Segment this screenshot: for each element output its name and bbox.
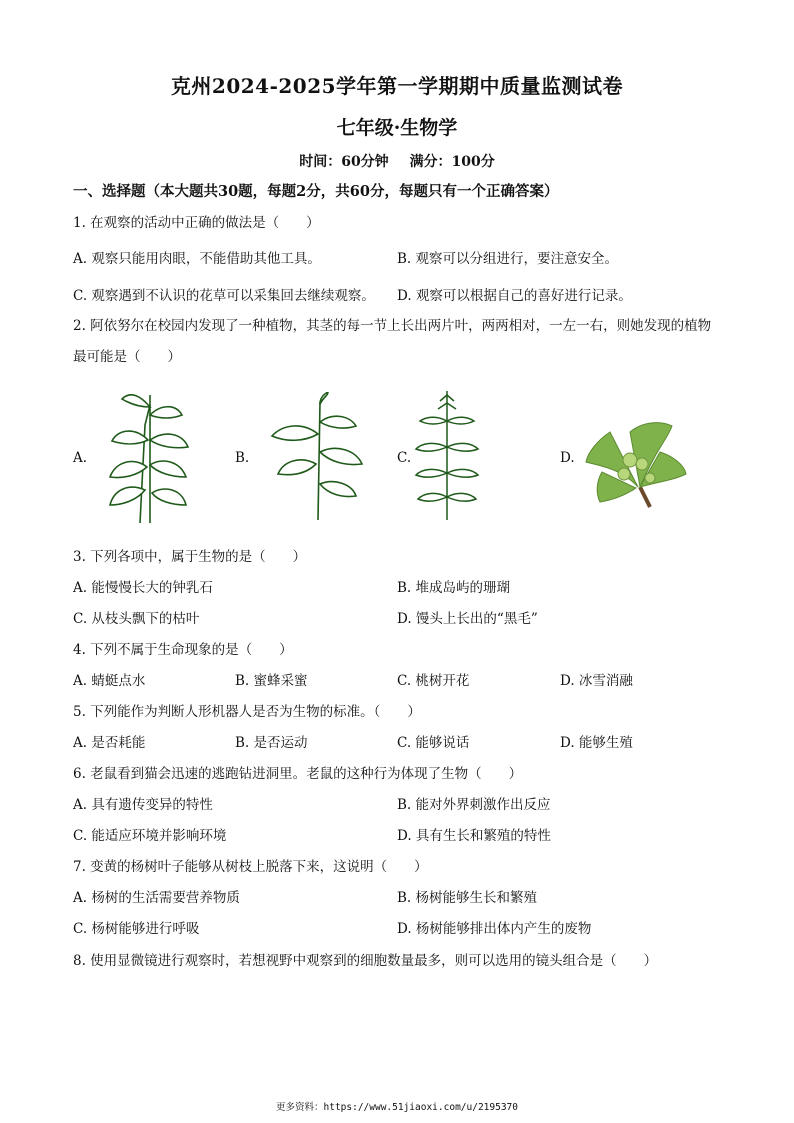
- question-4-stem: 4. 下列不属于生命现象的是（ ）: [73, 642, 293, 658]
- time-limit: 时间：60分钟: [299, 154, 389, 170]
- question-2-option-c[interactable]: C.: [397, 450, 412, 466]
- question-7-option-c[interactable]: C. 杨树能够进行呼吸: [73, 921, 200, 937]
- exam-meta: [0, 151, 794, 171]
- question-1-stem: 1. 在观察的活动中正确的做法是（ ）: [73, 215, 320, 231]
- question-6-option-a[interactable]: A. 具有遗传变异的特性: [73, 797, 213, 813]
- question-4-option-c[interactable]: C. 桃树开花: [397, 673, 470, 689]
- question-6-stem: 6. 老鼠看到猫会迅速的逃跑钻进洞里。老鼠的这种行为体现了生物（ ）: [73, 766, 523, 782]
- question-5-option-d[interactable]: D. 能够生殖: [560, 735, 633, 751]
- question-2-stem: 2. 阿依努尔在校园内发现了一种植物，其茎的每一节上长出两片叶，两两相对，一左一右，则她发现的植物最可能是（ ）: [73, 318, 712, 365]
- plant-whorled-leaves-image: [412, 387, 482, 522]
- ginkgo-branch-image: [580, 402, 690, 512]
- exam-subtitle: 七年级·生物学: [336, 117, 458, 139]
- question-6-option-b[interactable]: B. 能对外界刺激作出反应: [397, 797, 551, 813]
- question-3-option-a[interactable]: A. 能慢慢长大的钟乳石: [73, 580, 213, 596]
- question-4-option-b[interactable]: B. 蜜蜂采蜜: [235, 673, 308, 689]
- question-5-option-a[interactable]: A. 是否耗能: [73, 735, 146, 751]
- question-6-option-d[interactable]: D. 具有生长和繁殖的特性: [397, 828, 551, 844]
- question-3-stem: 3. 下列各项中，属于生物的是（ ）: [73, 549, 307, 565]
- question-5-option-b[interactable]: B. 是否运动: [235, 735, 308, 751]
- question-4-option-d[interactable]: D. 冰雪消融: [560, 673, 633, 689]
- section-heading: 一、选择题（本大题共30题，每题2分，共60分，每题只有一个正确答案）: [73, 183, 559, 200]
- question-3-option-b[interactable]: B. 堆成岛屿的珊瑚: [397, 580, 511, 596]
- question-1-option-a[interactable]: A. 观察只能用肉眼，不能借助其他工具。: [73, 251, 321, 267]
- question-2-option-d[interactable]: D.: [560, 450, 575, 466]
- question-3-option-d[interactable]: D. 馒头上长出的“黑毛”: [397, 611, 538, 627]
- exam-title: 克州2024-2025学年第一学期期中质量监测试卷: [170, 74, 624, 98]
- question-2-option-b[interactable]: B.: [235, 450, 250, 466]
- plant-alternate-leaves-image: [258, 392, 378, 522]
- full-score: 满分：100分: [409, 154, 495, 170]
- question-4-option-a[interactable]: A. 蜻蜓点水: [73, 673, 146, 689]
- question-1-option-d[interactable]: D. 观察可以根据自己的喜好进行记录。: [397, 288, 632, 304]
- question-5-option-c[interactable]: C. 能够说话: [397, 735, 470, 751]
- question-7-option-d[interactable]: D. 杨树能够排出体内产生的废物: [397, 921, 592, 937]
- question-8-stem: 8. 使用显微镜进行观察时，若想视野中观察到的细胞数量最多，则可以选用的镜头组合是（ ）: [73, 953, 658, 969]
- question-3-option-c[interactable]: C. 从枝头飘下的枯叶: [73, 611, 200, 627]
- footer-link[interactable]: 更多资料：https://www.51jiaoxi.com/u/2195370: [276, 1102, 518, 1113]
- question-6-option-c[interactable]: C. 能适应环境并影响环境: [73, 828, 227, 844]
- question-7-stem: 7. 变黄的杨树叶子能够从树枝上脱落下来，这说明（ ）: [73, 859, 428, 875]
- question-7-option-b[interactable]: B. 杨树能够生长和繁殖: [397, 890, 538, 906]
- question-2-option-a[interactable]: A.: [73, 450, 88, 466]
- plant-opposite-leaves-image: [100, 385, 200, 525]
- question-1-option-c[interactable]: C. 观察遇到不认识的花草可以采集回去继续观察。: [73, 288, 375, 304]
- question-1-option-b[interactable]: B. 观察可以分组进行，要注意安全。: [397, 251, 619, 267]
- question-5-stem: 5. 下列能作为判断人形机器人是否为生物的标准。（ ）: [73, 704, 421, 720]
- question-7-option-a[interactable]: A. 杨树的生活需要营养物质: [73, 890, 240, 906]
